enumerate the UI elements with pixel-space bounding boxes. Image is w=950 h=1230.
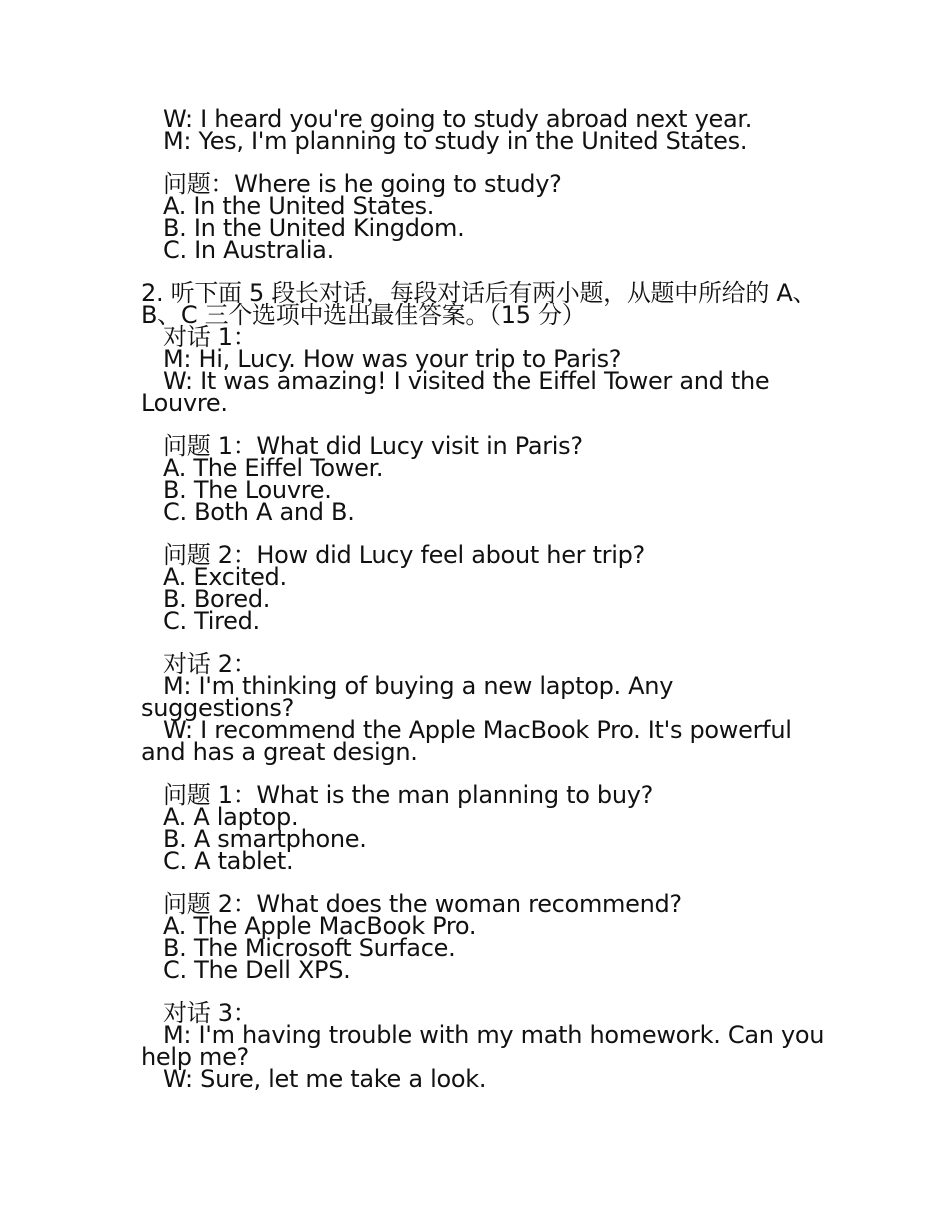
dialog-line-text: W: I recommend the Apple MacBook Pro. It's powerful and has a great design. <box>141 716 799 766</box>
option-a: A. A laptop. <box>163 803 299 831</box>
option-b: B. The Louvre. <box>163 476 332 504</box>
option-b: B. A smartphone. <box>163 825 367 853</box>
option-c: C. Both A and B. <box>163 498 355 526</box>
dialog-line-text: W: It was amazing! I visited the Eiffel Tower and the Louvre. <box>141 367 777 417</box>
dialog-line-m: M: Yes, I'm planning to study in the United States. <box>163 127 748 155</box>
dialog-line <box>141 716 831 766</box>
option-c: C. The Dell XPS. <box>163 956 351 984</box>
section-instruction: 2. 听下面 5 段长对话，每段对话后有两小题，从题中所给的 A、B、C 三个选项中选出最佳答案。（15 分） <box>141 279 817 329</box>
option-a: A. The Apple MacBook Pro. <box>163 912 477 940</box>
option-a: A. The Eiffel Tower. <box>163 454 384 482</box>
question-text: 问题：Where is he going to study? <box>163 170 562 198</box>
question-text: 问题 1：What did Lucy visit in Paris? <box>163 432 583 460</box>
dialogue-title: 对话 3： <box>163 999 257 1027</box>
dialog-line: W: Sure, let me take a look. <box>163 1065 487 1093</box>
dialog-line <box>141 672 831 722</box>
dialog-line-w: W: I heard you're going to study abroad next year. <box>163 105 753 133</box>
option-b: B. The Microsoft Surface. <box>163 934 456 962</box>
dialogue-title: 对话 1： <box>163 323 257 351</box>
option-c: C. Tired. <box>163 607 260 635</box>
option-b: B. In the United Kingdom. <box>163 214 465 242</box>
dialog-line <box>141 1021 832 1071</box>
dialog-line: M: Hi, Lucy. How was your trip to Paris? <box>163 345 622 373</box>
question-text: 问题 1：What is the man planning to buy? <box>163 781 654 809</box>
question-text: 问题 2：What does the woman recommend? <box>163 890 682 918</box>
dialogue-title: 对话 2： <box>163 650 257 678</box>
option-a: A. Excited. <box>163 563 287 591</box>
dialog-line <box>141 367 831 417</box>
option-a: A. In the United States. <box>163 192 435 220</box>
document-content <box>141 105 832 1093</box>
option-c: C. A tablet. <box>163 847 294 875</box>
option-b: B. Bored. <box>163 585 271 613</box>
dialog-line-text: M: I'm thinking of buying a new laptop. Any suggestions? <box>141 672 681 722</box>
option-c: C. In Australia. <box>163 236 334 264</box>
dialog-line-text: M: I'm having trouble with my math homework. Can you help me? <box>141 1021 832 1071</box>
question-text: 问题 2：How did Lucy feel about her trip? <box>163 541 645 569</box>
